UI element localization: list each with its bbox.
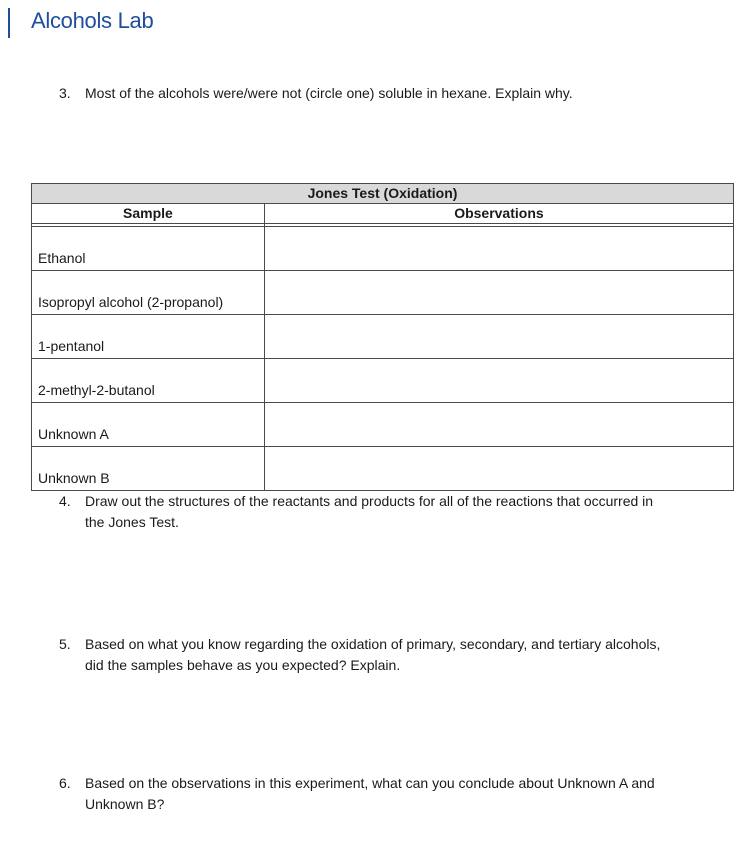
sample-cell: Ethanol (32, 227, 265, 271)
observation-cell[interactable] (264, 403, 733, 447)
table-row (32, 403, 734, 447)
sample-cell: Unknown B (32, 447, 265, 491)
observation-cell[interactable] (264, 447, 733, 491)
question-text (85, 491, 653, 533)
question-text (85, 634, 660, 676)
observation-cell[interactable] (264, 271, 733, 315)
question-line-2: the Jones Test. (85, 514, 179, 530)
question-line-1: Based on the observations in this experiment, what can you conclude about Unknown A and (85, 775, 655, 791)
question-line-1: Based on what you know regarding the oxidation of primary, secondary, and tertiary alcohols, (85, 636, 661, 652)
table-title-row (32, 184, 734, 204)
question-line-1: Draw out the structures of the reactants and products for all of the reactions that occurred in (85, 493, 654, 509)
table-title: Jones Test (Oxidation) (32, 184, 734, 204)
question-text (85, 773, 655, 815)
question-line-2: Unknown B? (85, 796, 165, 812)
table-row (32, 359, 734, 403)
observation-cell[interactable] (264, 315, 733, 359)
column-header-observations: Observations (264, 204, 733, 224)
sample-cell: 1-pentanol (32, 315, 265, 359)
observation-cell[interactable] (264, 359, 733, 403)
column-header-sample: Sample (32, 204, 265, 224)
jones-test-table (31, 183, 734, 491)
question-number: 6. (59, 775, 71, 791)
table-row (32, 315, 734, 359)
question-number: 4. (59, 493, 71, 509)
table-row (32, 447, 734, 491)
question-line-2: did the samples behave as you expected? Explain. (85, 657, 401, 673)
page-title: Alcohols Lab (31, 8, 154, 33)
question-number: 5. (59, 636, 71, 652)
table-row (32, 271, 734, 315)
sample-cell: 2-methyl-2-butanol (32, 359, 265, 403)
question-number: 3. (59, 85, 71, 101)
table-header-row (32, 204, 734, 224)
sample-cell: Isopropyl alcohol (2-propanol) (32, 271, 265, 315)
sample-cell: Unknown A (32, 403, 265, 447)
header-accent-bar (8, 8, 10, 38)
question-text: Most of the alcohols were/were not (circle one) soluble in hexane. Explain why. (85, 85, 573, 101)
observation-cell[interactable] (264, 227, 733, 271)
table-row (32, 227, 734, 271)
